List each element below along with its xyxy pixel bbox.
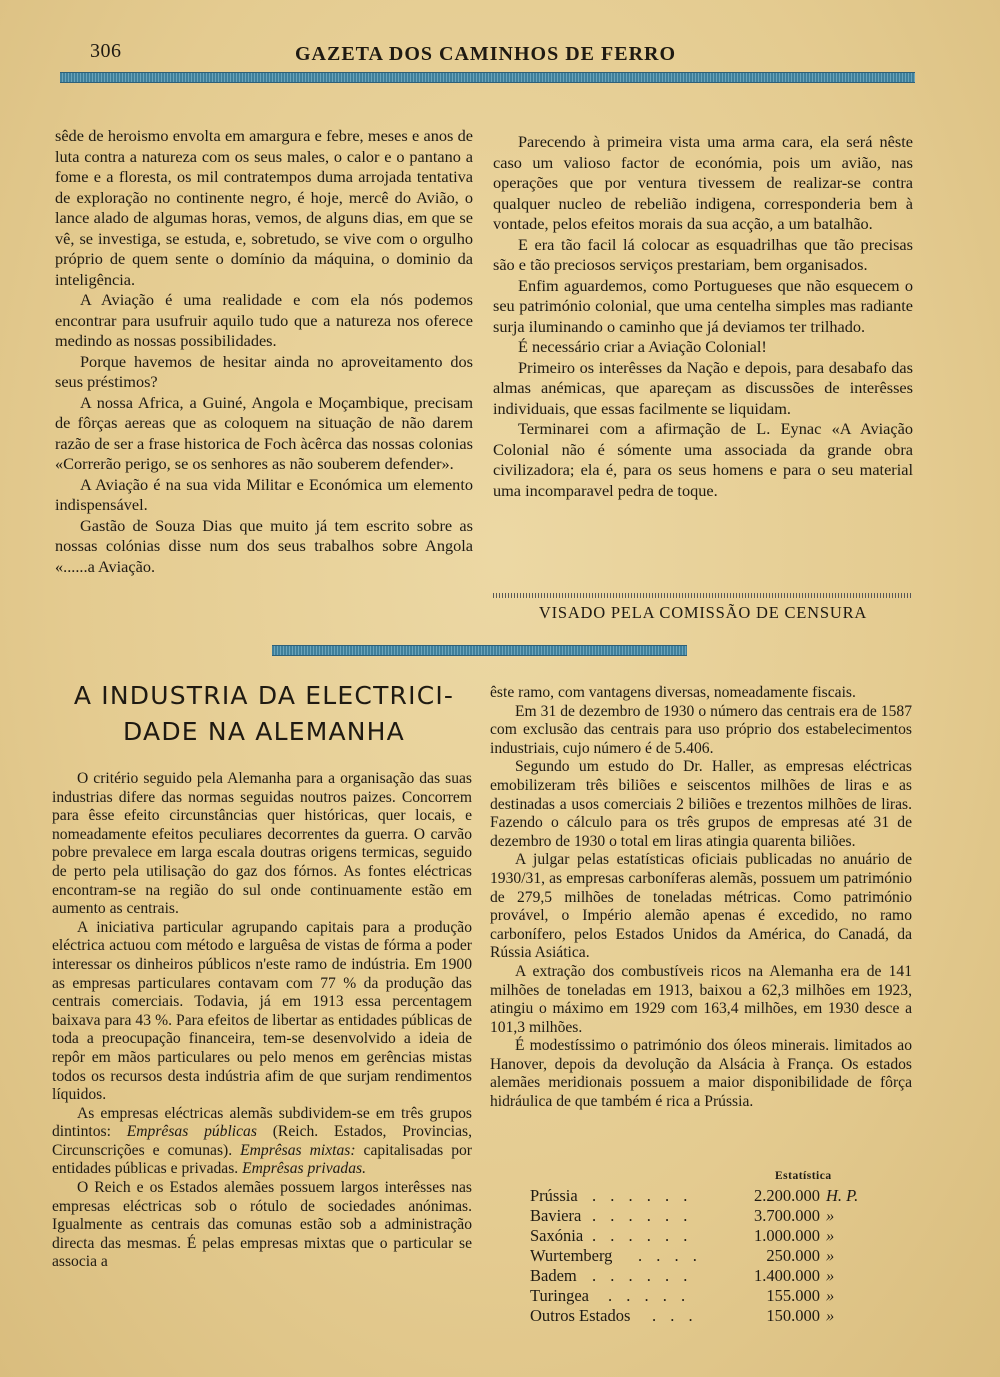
- paragraph: Gastão de Souza Dias que muito já tem escrito sobre as nossas colónias disse num dos seus trabalhos sobre Angola «......a Aviação.: [55, 515, 473, 576]
- paragraph: Em 31 de dezembro de 1930 o número das centrais era de 1587 com exclusão das centrais para uso próprio dos estabelecimentos industriais, cujo número é de 5.406.: [490, 702, 912, 757]
- leader-dots: . . . . . .: [592, 1266, 693, 1285]
- table-row: [530, 1186, 900, 1206]
- power-value: 155.000: [766, 1286, 820, 1305]
- paragraph: Primeiro os interêsses da Nação e depois, para desabafo das almas anémicas, que apareçam as discussões de interêsses individuais, que essas facilmente se liquidam.: [493, 357, 913, 418]
- page-number: 306: [90, 40, 122, 62]
- page-header: [60, 40, 915, 70]
- paragraph: A iniciativa particular agrupando capitais para a produção eléctrica actuou com método e larguêsa de vistas de fórma a poder interessar os dinheiros públicos n'este ramo de indústria. Em 1900 as empresas particulares contavam com 77 % da produção das centrais comerciais. Todavia, já em 1913 essa percentagem baixava para 43 %. Para efeitos de libertar as entidades públicas de toda a preocupação financeira, tem-se desenvolvido a ideia de repôr em mãos particulares ou pelo menos em gerências mistas todos os recursos desta indústria afim de que surjam rendimentos líquidos.: [52, 918, 472, 1104]
- paragraph: A nossa Africa, a Guiné, Angola e Moçambique, precisam de fôrças aereas que as coloquem na situação de não darem razão de ser a frase historica de Foch àcêrca das nossas colonias «Correrão perigo, se os senhores as não souberem defender».: [55, 392, 473, 473]
- state-name: Prússia: [530, 1186, 578, 1205]
- censor-divider: [493, 593, 913, 598]
- paragraph: A extração dos combustíveis ricos na Alemanha era de 141 milhões de toneladas em 1913, baixou a 62,3 milhões em 1923, atingiu o máximo em 1929 com 163,4 milhões, em 1930 desce a 101,3 milhões.: [490, 962, 912, 1036]
- paragraph: Porque havemos de hesitar ainda no aproveitamento dos seus préstimos?: [55, 351, 473, 391]
- power-value: 150.000: [766, 1306, 820, 1325]
- table-row: [530, 1306, 900, 1326]
- leader-dots: . . . . . .: [592, 1226, 693, 1245]
- state-name: Turingea: [530, 1286, 589, 1305]
- paragraph: A Aviação é uma realidade e com ela nós podemos encontrar para usufruir aquilo tudo que a natureza nos oferece medindo as nossas possibilidades.: [55, 290, 473, 350]
- paragraph: sêde de heroismo envolta em amargura e febre, meses e anos de luta contra a natureza com os seus males, o calor e o pantano a fome e a floresta, os mil contratempos duma arrojada tentativa de exploração no continente negro, é hoje, mercê do Avião, o lance alado de algumas horas, vemos, de alguns dias, em que se vê, se investiga, se estuda, e, sobretudo, se vive com o orgulho próprio de quem sente o domínio da máquina, o dominio da inteligência.: [55, 126, 473, 289]
- state-name: Wurtemberg: [530, 1246, 613, 1265]
- unit: »: [826, 1246, 835, 1265]
- power-value: 1.000.000: [754, 1226, 820, 1245]
- paragraph: A julgar pelas estatísticas oficiais publicadas no anuário de 1930/31, as empresas carboníferas alemãs, possuem um património de 279,5 milhões de toneladas métricas. Como património provável, o Império alemão apenas é excedido, no ramo carbonífero, pelos Estados Unidos da América, do Canadá, da Rússia Asiática.: [490, 851, 912, 962]
- header-rule: [60, 72, 915, 83]
- unit: »: [826, 1206, 835, 1225]
- paragraph: Terminarei com a afirmação de L. Eynac «A Aviação Colonial não é sómente uma associada da grande obra civilizadora; ela é, para os seus homens e para o seu material uma incomparavel pedra de toque.: [493, 419, 913, 500]
- leader-dots: . . . . .: [608, 1286, 691, 1305]
- paragraph: É necessário criar a Aviação Colonial!: [518, 337, 767, 356]
- article-left-column: [52, 770, 472, 1272]
- table-row: [530, 1246, 900, 1266]
- article-title: [55, 678, 473, 750]
- leader-dots: . . . .: [638, 1246, 702, 1265]
- paragraph: A Aviação é na sua vida Militar e Económica um elemento indispensável.: [55, 474, 473, 514]
- table-row: [530, 1226, 900, 1246]
- table-row: [530, 1286, 900, 1306]
- paragraph: Enfim aguardemos, como Portugueses que não esquecem o seu património colonial, que uma centelha simples mas radiante surja iluminando o caminho que já deviamos ter trilhado.: [493, 275, 913, 336]
- power-value: 3.700.000: [754, 1206, 820, 1225]
- leader-dots: . . . . . .: [592, 1206, 693, 1225]
- section-rule: [272, 645, 687, 656]
- paragraph: O critério seguido pela Alemanha para a organisação das suas industrias difere das normas seguidas noutros paizes. Concorrem para êsse efeito circunstâncias quer históricas, quer locais, e nomeadamente efeitos peculiares decorrentes da guerra. O carvão pobre prevalece em larga escala doutras origens termicas, seguido de perto pela utilisação do gaz dos fórnos. As fontes eléctricas encontram-se na região do sul onde continuamente estão em aumento as centrais.: [52, 770, 472, 918]
- paragraph: E era tão facil lá colocar as esquadrilhas que tão precisas são e tão preciosos serviços prestariam, bem organisados.: [493, 234, 913, 274]
- table-row: [530, 1206, 900, 1226]
- state-name: Outros Estados: [530, 1306, 631, 1325]
- italic-text: Emprêsas públicas: [126, 1123, 257, 1141]
- leader-dots: . . . . . .: [592, 1186, 693, 1205]
- state-name: Saxónia: [530, 1226, 584, 1245]
- top-left-column: [55, 126, 473, 577]
- article-title-line-1: A INDUSTRIA DA ELECTRICI-: [73, 681, 455, 710]
- unit: H. P.: [826, 1186, 859, 1205]
- paragraph: Segundo um estudo do Dr. Haller, as empresas eléctricas emobilizeram três biliões e seiscentos milhões de liras e as destinadas a usos comerciais 2 biliões e trezentos milhões de liras. Fazendo o cálculo para os três grupos de empresas até 31 de dezembro de 1930 o total em liras atingia quarenta biliões.: [490, 758, 912, 850]
- unit: »: [826, 1286, 835, 1305]
- state-name: Badem: [530, 1266, 577, 1285]
- power-value: 2.200.000: [754, 1186, 820, 1205]
- unit: »: [826, 1306, 835, 1325]
- leader-dots: . . .: [652, 1306, 698, 1325]
- top-right-column: [493, 132, 913, 501]
- paragraph: O Reich e os Estados alemães possuem largos interêsses nas empresas eléctricas sob o rótulo de sociedades anónimas. Igualmente as centrais das comunas estão sob a administração directa das mesmas. É pelas empresas mixtas que o particular se associa a: [52, 1179, 472, 1271]
- state-name: Baviera: [530, 1206, 582, 1225]
- text-run: As empresas eléctricas alemãs subdividem-se em três grupos dintintos:: [52, 1104, 472, 1141]
- power-value: 1.400.000: [754, 1266, 820, 1285]
- article-right-column: [490, 684, 912, 1112]
- paragraph: É modestíssimo o património dos óleos minerais. limitados ao Hanover, depois da devolução da Alsácia à França. Os estados alemães meridionais possuem a maior disponibilidade de fôrça hidráulica de que também é rica a Prússia.: [490, 1037, 912, 1111]
- italic-text: Emprêsas mixtas:: [240, 1141, 356, 1159]
- statistics-heading: Estatística: [775, 1170, 832, 1182]
- paragraph: êste ramo, com vantagens diversas, nomeadamente fiscais.: [490, 684, 856, 701]
- journal-title: GAZETA DOS CAMINHOS DE FERRO: [295, 43, 677, 65]
- censor-note: VISADO PELA COMISSÃO DE CENSURA: [538, 603, 868, 622]
- article-title-line-2: DADE NA ALEMANHA: [123, 717, 405, 746]
- text-run: capitalisadas por entidades públicas e privadas.: [52, 1141, 472, 1178]
- unit: »: [826, 1226, 835, 1245]
- text-run: (Reich. Estados, Provincias, Circunscrições e comunas).: [52, 1123, 472, 1159]
- paragraph: Parecendo à primeira vista uma arma cara, ela será nêste caso um valioso factor de económia, pois um avião, nas operações que por ventura tivessem de realizar-se contra qualquer nucleo de rebelião indigena, corresponderia bem à vontade, pelos efeitos morais da sua acção, a um batalhão.: [493, 132, 913, 233]
- table-row: [530, 1266, 900, 1286]
- unit: »: [826, 1266, 835, 1285]
- italic-text: Emprêsas privadas.: [242, 1160, 366, 1178]
- power-value: 250.000: [766, 1246, 820, 1265]
- paragraph: [52, 1105, 472, 1179]
